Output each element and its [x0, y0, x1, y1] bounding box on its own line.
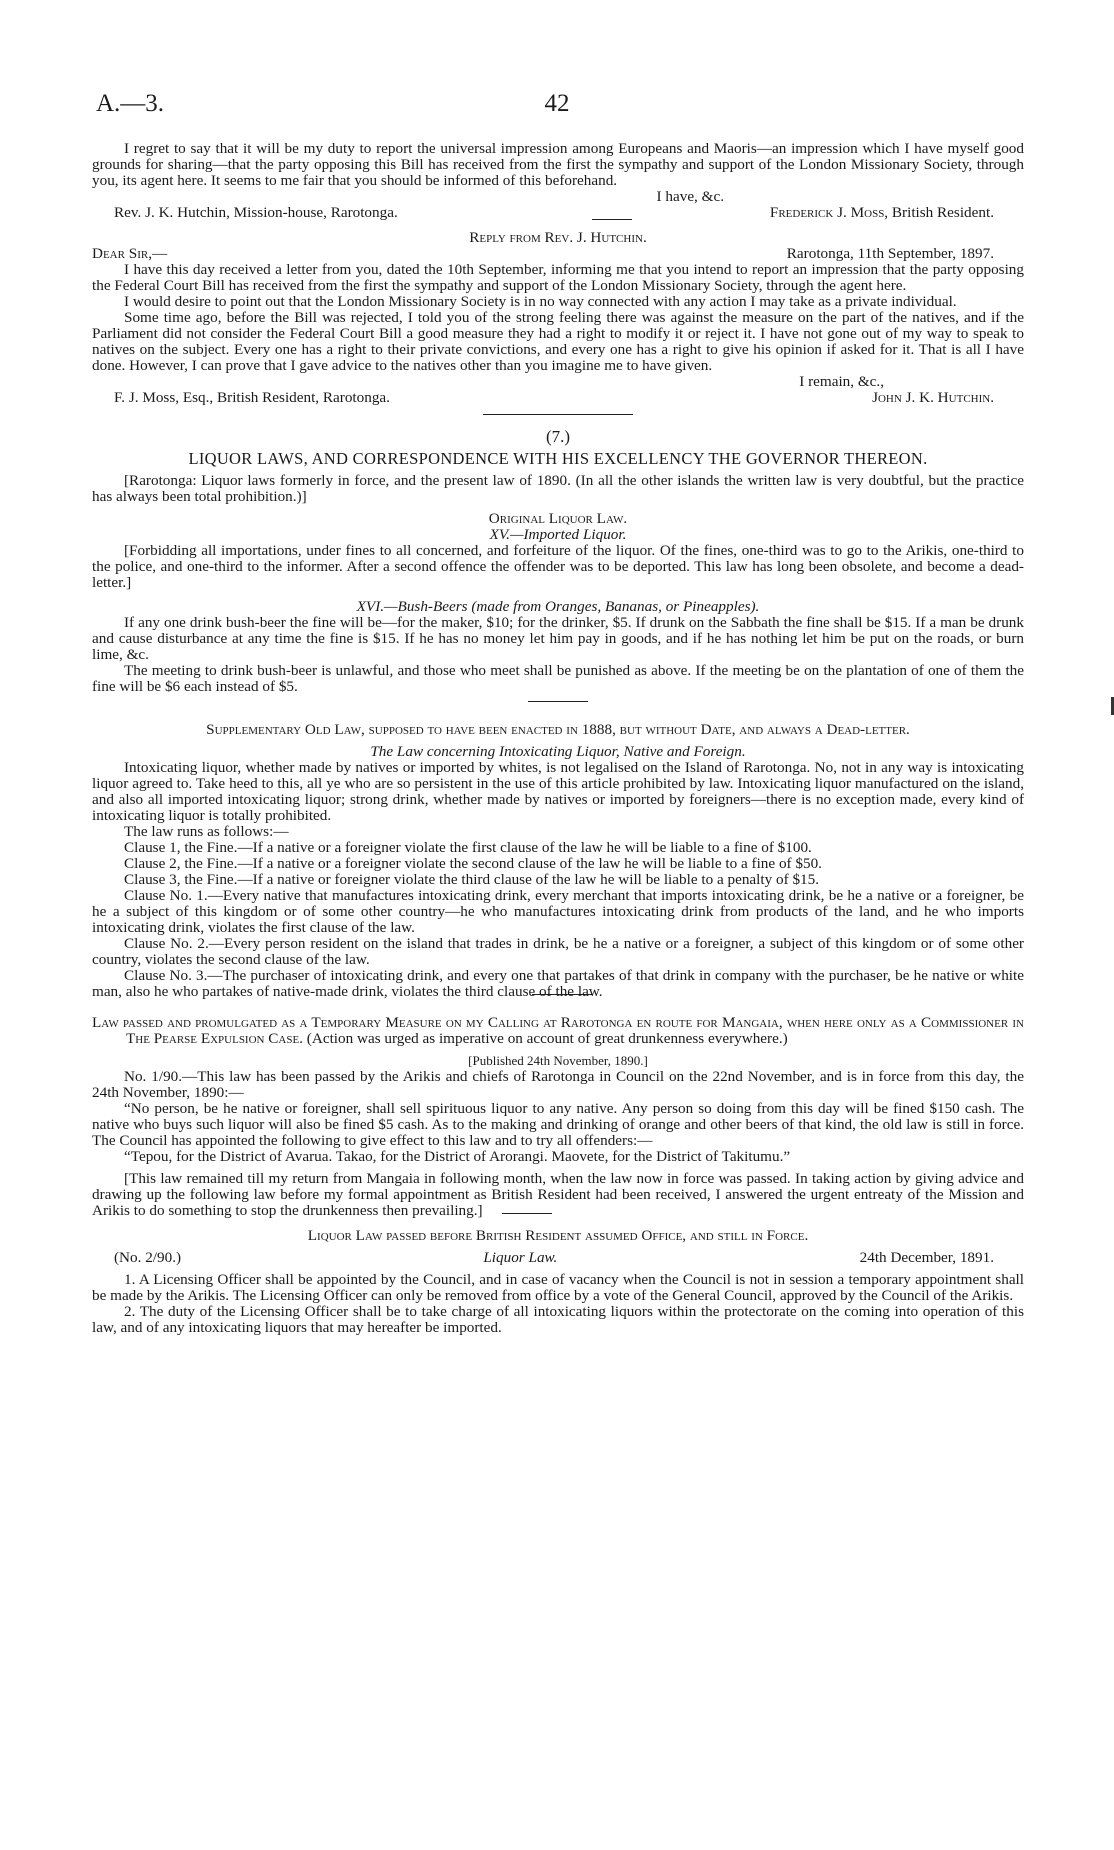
law-paragraph: [Forbidding all importations, under fines to all concerned, and forfeiture of the liquor. Of the fines, one-third was to go to the Arikis, one-third to the police, and one-third to the informer. After a second offence the offender was to be deported. This law has long been obsolete, and become a dead-letter.]	[92, 542, 1024, 591]
law-title: XV.—Imported Liquor.	[489, 526, 627, 543]
salutation: Dear Sir,—	[92, 245, 168, 262]
letter-signature: Frederick J. Moss,	[769, 204, 889, 221]
clause: Clause No. 3.—The purchaser of intoxicating drink, and every one that partakes of that drink in company with the purchaser, be he native or white man, also he who partakes of native-made drink, violates the third clause of the law.	[92, 967, 1024, 1000]
law-paragraph: “No person, be he native or foreigner, shall sell spirituous liquor to any native. Any person so doing from this day will be fined $150 cash. The native who buys such liquor will also be fined $5 cash. As to the making and drinking of orange and other beers of that kind, the old law is still in force. The Council has appointed the following to give effect to this law and to try all offenders:—	[92, 1100, 1024, 1149]
subheading: Original Liquor Law.	[488, 510, 628, 527]
law-title: Liquor Law.	[483, 1249, 558, 1266]
law-paragraph: The meeting to drink bush-beer is unlawful, and those who meet shall be punished as above. If the meeting be on the plantation of one of them the fine will be $6 each instead of $5.	[92, 662, 1024, 695]
law-paragraph: [This law remained till my return from Mangaia in following month, when the law now in force was passed. In taking action by giving advice and drawing up the following law before my formal appointment as British Resident had been received, I answered the urgent entreaty of the Mission and Arikis to do something to stop the drunkenness then prevailing.]	[92, 1170, 1024, 1219]
clause: Clause No. 2.—Every person resident on the island that trades in drink, be he a native or a foreigner, a subject of this kingdom or of some other country, violates the second clause of the law.	[92, 935, 1024, 968]
page-reference: A.—3.	[96, 90, 165, 117]
letter-addressee: Rev. J. K. Hutchin, Mission-house, Rarotonga.	[114, 204, 398, 221]
letter-date: Rarotonga, 11th September, 1897.	[786, 245, 994, 262]
clause: Clause 1, the Fine.—If a native or a foreigner violate the first clause of the law he will be liable to a fine of $100.	[124, 839, 812, 856]
letter-signature-title: British Resident.	[891, 204, 994, 221]
law-section: 1. A Licensing Officer shall be appointed by the Council, and in case of vacancy when the Council is not in session a temporary appointment shall be made by the Arikis. The Licensing Officer can only be removed from office by a vote of the General Council, approved by the Council of the Arikis.	[92, 1271, 1024, 1304]
section-heading-note: (Action was urged as imperative on account of great drunkenness everywhere.)	[306, 1030, 788, 1047]
page-number: 42	[544, 90, 570, 117]
law-paragraph: Intoxicating liquor, whether made by natives or imported by whites, is not legalised on the Island of Rarotonga. No, not in any way is intoxicating liquor agreed to. Take heed to this, all ye who are so persistent in the use of this article prohibited by law. Intoxicating liquor manufactured on the island, and also all imported intoxicating liquor; strong drink, whether made by natives or imported by foreigners—there is no exception made, every kind of intoxicating liquor is totally prohibited.	[92, 759, 1024, 824]
law-section: 2. The duty of the Licensing Officer shall be to take charge of all intoxicating liquors within the protectorate on the coming into operation of this law, and of any intoxicating liquors that may hereafter be imported.	[92, 1303, 1024, 1336]
section-heading: Supplementary Old Law, supposed to have been enacted in 1888, but without Date, and always a Dead-letter.	[206, 721, 910, 738]
reply-paragraph: Some time ago, before the Bill was rejected, I told you of the strong feeling there was against the measure on the part of the natives, and if the Parliament did not consider the Federal Court Bill a good measure they had a right to modify it or reject it. I have not gone out of my way to speak to natives on the subject. Every one has a right to their private convictions, and every one has a right to give his opinion if asked for it. That is all I have done. However, I can prove that I gave advice to the natives other than you imagine me to have given.	[92, 309, 1024, 374]
law-subtitle: The Law concerning Intoxicating Liquor, Native and Foreign.	[370, 743, 746, 760]
intro-paragraph: [Rarotonga: Liquor laws formerly in force, and the present law of 1890. (In all the other islands the written law is very doubtful, but the practice has always been total prohibition.)]	[92, 472, 1024, 505]
section-heading: Law passed and promulgated as a Temporary Measure on my Calling at Rarotonga en route for Mangaia, when here only as a Commissioner in The Pearse Expulsion Case.	[92, 1014, 1024, 1047]
reply-closing: I remain, &c.,	[799, 373, 884, 390]
letter-closing: I have, &c.	[656, 188, 724, 205]
law-paragraph: No. 1/90.—This law has been passed by the Arikis and chiefs of Rarotonga in Council on the 22nd November, and is in force from this day, the 24th November, 1890:—	[92, 1068, 1024, 1101]
reply-addressee: F. J. Moss, Esq., British Resident, Rarotonga.	[114, 389, 390, 406]
law-date: 24th December, 1891.	[859, 1249, 994, 1266]
reply-paragraph: I have this day received a letter from you, dated the 10th September, informing me that you intend to report an impression that the party opposing the Federal Court Bill has received from the first the sympathy and support of the London Missionary Society, through the agent here.	[92, 261, 1024, 294]
law-paragraph: “Tepou, for the District of Avarua. Takao, for the District of Arorangi. Maovete, for the District of Takitumu.”	[124, 1148, 791, 1165]
reply-paragraph: I would desire to point out that the London Missionary Society is in no way connected with any action I may take as a private individual.	[124, 293, 957, 310]
letter-paragraph: I regret to say that it will be my duty to report the universal impression among Europeans and Maoris—an impression which I have myself good grounds for sharing—that the party opposing this Bill has received from the first the sympathy and support of the London Missionary Society, through you, its agent here. It seems to me fair that you should be informed of this beforehand.	[92, 140, 1024, 189]
section-title: LIQUOR LAWS, AND CORRESPONDENCE WITH HIS EXCELLENCY THE GOVERNOR THEREON.	[188, 449, 928, 468]
clause: Clause 3, the Fine.—If a native or foreigner violate the third clause of the law he will be liable to a penalty of $15.	[124, 871, 820, 888]
section-heading: Reply from Rev. J. Hutchin.	[469, 229, 647, 246]
law-title: XVI.—Bush-Beers (made from Oranges, Bananas, or Pineapples).	[356, 598, 760, 615]
clause: Clause 2, the Fine.—If a native or a foreigner violate the second clause of the law he will be liable to a fine of $50.	[124, 855, 822, 872]
clause: Clause No. 1.—Every native that manufactures intoxicating drink, every merchant that imports intoxicating drink, be he a native or a foreigner, be he a subject of this kingdom or of some other country—he who manufactures intoxicating drink from products of the land, and he who imports intoxicating drink, violates the first clause of the law.	[92, 887, 1024, 936]
published-date: [Published 24th November, 1890.]	[468, 1053, 648, 1068]
document-body	[92, 141, 1024, 1336]
reply-signature: John J. K. Hutchin.	[872, 389, 994, 406]
section-heading: Liquor Law passed before British Resident assumed Office, and still in Force.	[307, 1227, 809, 1244]
law-paragraph: If any one drink bush-beer the fine will be—for the maker, $10; for the drinker, $5. If drunk on the Sabbath the fine shall be $15. If a man be drunk and cause disturbance at any time the fine is $15. If he has no money let him pay in goods, and if he has nothing let him be put on the roads, or burn lime, &c.	[92, 614, 1024, 663]
law-paragraph: The law runs as follows:—	[124, 823, 289, 840]
section-number: (7.)	[545, 427, 571, 446]
law-number: (No. 2/90.)	[114, 1249, 182, 1266]
